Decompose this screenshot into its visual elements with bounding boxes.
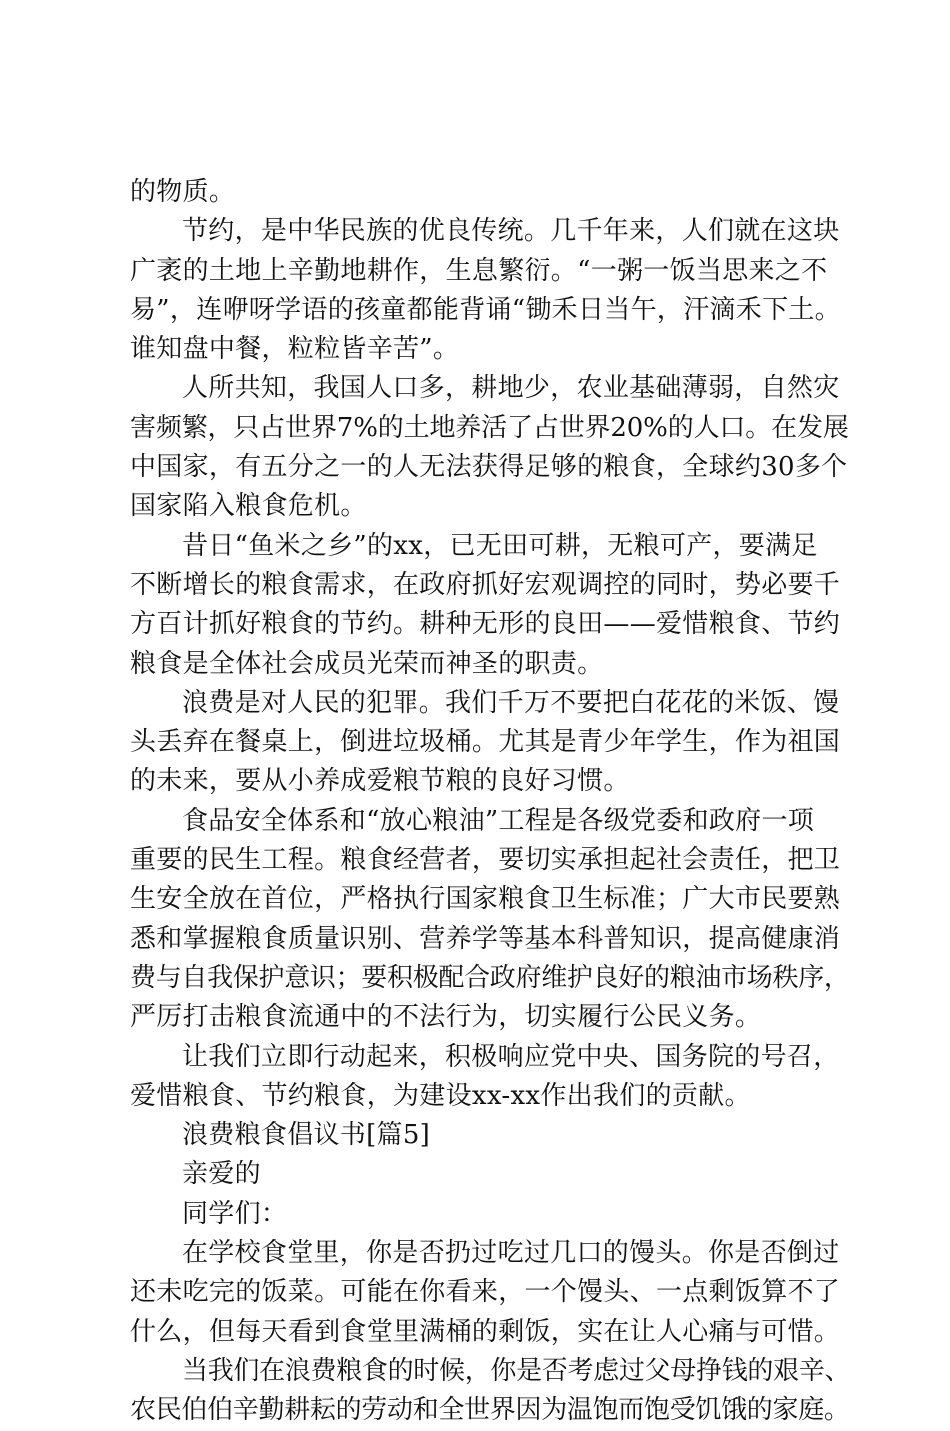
text-line: 当我们在浪费粮食的时候，你是否考虑过父母挣钱的艰辛、 [182, 1355, 851, 1386]
text-line: 人所共知，我国人口多，耕地少，农业基础薄弱，自然灾 [182, 373, 840, 404]
text-line: 什么，但每天看到食堂里满桶的剩饭，实在让人心痛与可惜。 [130, 1316, 841, 1347]
salutation-line: 同学们： [182, 1198, 288, 1229]
text-line: 重要的民生工程。粮食经营者，要切实承担起社会责任，把卫 [130, 845, 841, 876]
text-line: 广袤的土地上辛勤地耕作，生息繁衍。“一粥一饭当思来之不 [130, 255, 828, 286]
text-line: 节约，是中华民族的优良传统。几千年来，人们就在这块 [182, 216, 840, 247]
text-line: 的物质。 [130, 177, 236, 207]
text-line: 让我们立即行动起来，积极响应党中央、国务院的号召， [182, 1041, 840, 1072]
text-line: 爱惜粮食、节约粮食，为建设xx-xx作出我们的贡献。 [130, 1080, 751, 1111]
text-line: 浪费是对人民的犯罪。我们千万不要把白花花的米饭、馒 [182, 687, 840, 718]
text-line: 粮食是全体社会成员光荣而神圣的职责。 [130, 648, 604, 679]
text-line: 食品安全体系和“放心粮油”工程是各级党委和政府一项 [182, 805, 815, 836]
text-line: 悉和掌握粮食质量识别、营养学等基本科普知识，提高健康消 [130, 923, 841, 954]
text-line: 还未吃完的饭菜。可能在你看来，一个馒头、一点剩饭算不了 [130, 1277, 841, 1308]
text-line: 方百计抓好粮食的节约。耕种无形的良田——爱惜粮食、节约 [130, 609, 841, 640]
document-body [130, 173, 850, 1431]
text-line: 的未来，要从小养成爱粮节粮的良好习惯。 [130, 766, 630, 797]
text-line: 国家陷入粮食危机。 [130, 491, 367, 522]
text-line: 头丢弃在餐桌上，倒进垃圾桶。尤其是青少年学生，作为祖国 [130, 727, 841, 758]
salutation-line: 亲爱的 [182, 1159, 261, 1190]
text-line: 中国家，有五分之一的人无法获得足够的粮食，全球约30多个 [130, 452, 848, 483]
text-line: 费与自我保护意识；要积极配合政府维护良好的粮油市场秩序， [130, 962, 850, 993]
text-line: 谁知盘中餐，粒粒皆辛苦”。 [130, 334, 460, 365]
text-line: 生安全放在首位，严格执行国家粮食卫生标准；广大市民要熟 [130, 884, 841, 915]
text-line: 不断增长的粮食需求，在政府抓好宏观调控的同时，势必要千 [130, 569, 841, 600]
text-line: 在学校食堂里，你是否扔过吃过几口的馒头。你是否倒过 [182, 1238, 840, 1269]
text-line: 农民伯伯辛勤耕耘的劳动和全世界因为温饱而饱受饥饿的家庭。 [130, 1395, 850, 1426]
text-line: 昔日“鱼米之乡”的xx，已无田可耕，无粮可产，要满足 [182, 530, 818, 561]
text-line: 害频繁，只占世界7%的土地养活了占世界20%的人口。在发展 [130, 412, 849, 443]
text-line: 易”，连咿呀学语的孩童都能背诵“锄禾日当午，汗滴禾下土。 [130, 294, 841, 325]
section-heading: 浪费粮食倡议书[篇5] [182, 1120, 431, 1151]
text-line: 严厉打击粮食流通中的不法行为，切实履行公民义务。 [130, 1002, 762, 1033]
